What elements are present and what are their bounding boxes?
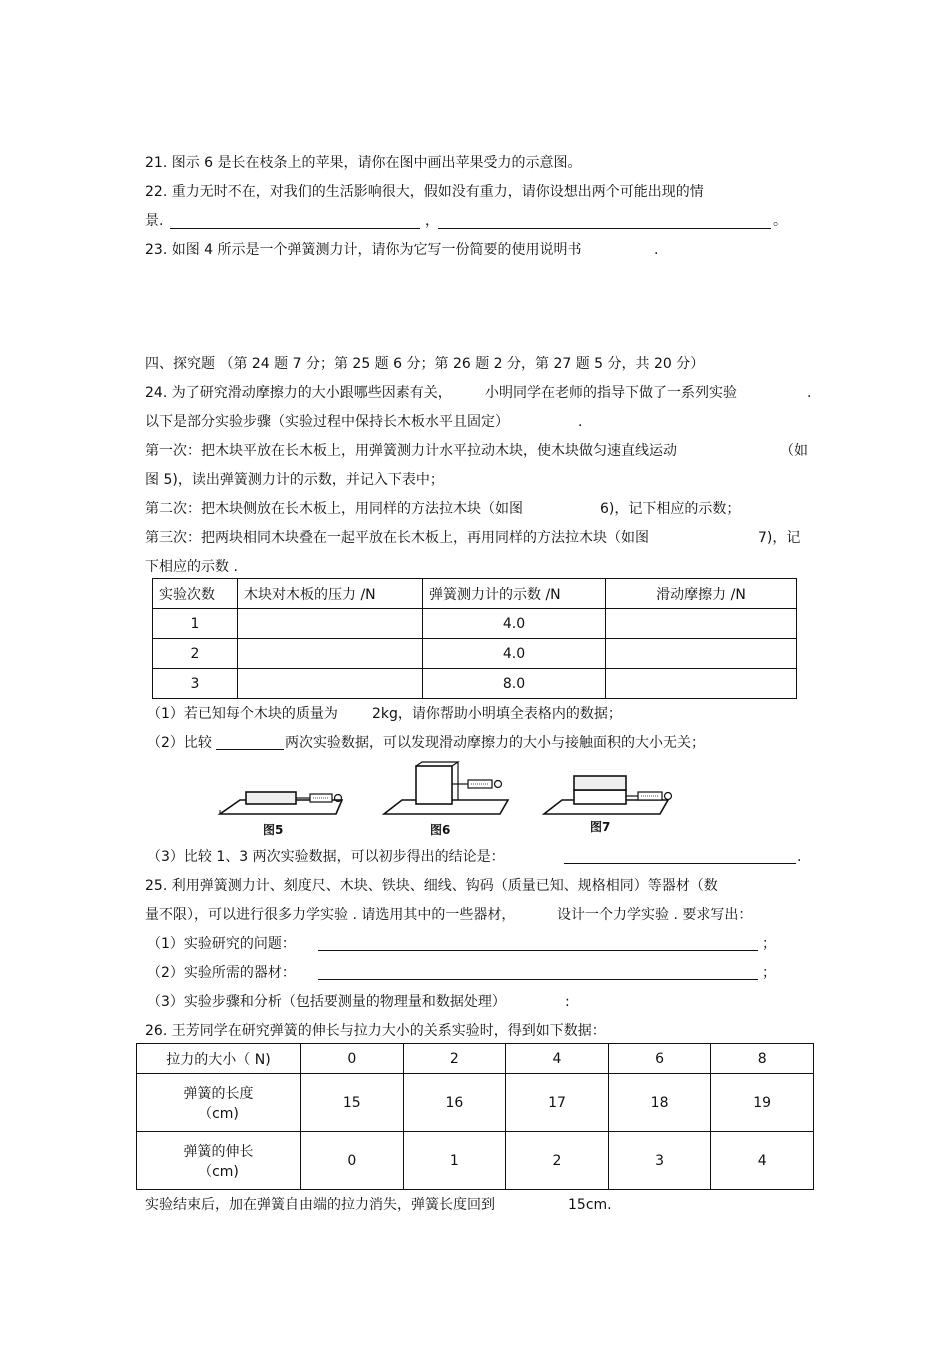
table-cell: 4 <box>506 1044 609 1074</box>
table-cell: 1 <box>403 1132 506 1190</box>
table-cell: 4.0 <box>423 609 606 639</box>
q24-first-c: 图 5)，读出弹簧测力计的示数，并记入下表中； <box>145 472 444 488</box>
section-4-heading: 四、探究题 （第 24 题 7 分；第 25 题 6 分；第 26 题 2 分，第 27 题 5 分，共 20 分） <box>145 356 705 372</box>
q24-sub3b: . <box>797 849 802 865</box>
row-label-unit: （cm) <box>198 1163 239 1180</box>
answer-blank-22b[interactable] <box>438 228 771 229</box>
table-cell-blank[interactable] <box>238 669 423 699</box>
table-cell: 17 <box>506 1074 609 1132</box>
q24-sub3a: （3）比较 1、3 两次实验数据，可以初步得出的结论是： <box>147 849 505 865</box>
table-row <box>153 639 797 669</box>
row-label <box>137 1074 301 1132</box>
answer-blank-24-3[interactable] <box>564 863 796 864</box>
table-cell: 19 <box>711 1074 814 1132</box>
q24-line1b: 小明同学在老师的指导下做了一系列实验 <box>485 385 737 401</box>
table-cell: 4.0 <box>423 639 606 669</box>
q24-line2: 以下是部分实验步骤（实验过程中保持长木板水平且固定） <box>145 414 509 430</box>
table-header: 弹簧测力计的示数 /N <box>423 579 606 609</box>
q24-third-a: 第三次：把两块相同木块叠在一起平放在长木板上，再用同样的方法拉木块（如图 <box>145 530 649 546</box>
table-cell: 2 <box>403 1044 506 1074</box>
table-cell-blank[interactable] <box>606 669 797 699</box>
period: 。 <box>773 213 787 229</box>
q26-conclusion-a: 实验结束后，加在弹簧自由端的拉力消失，弹簧长度回到 <box>145 1197 495 1213</box>
q24-sub1a: （1）若已知每个木块的质量为 <box>147 706 338 722</box>
q24-sub2a: （2）比较 <box>147 735 212 751</box>
question-22-line1: 22. 重力无时不在，对我们的生活影响很大，假如没有重力，请你设想出两个可能出现的情 <box>145 184 704 200</box>
table-header: 实验次数 <box>153 579 238 609</box>
q25-sub3a: （3）实验步骤和分析（包括要测量的物理量和数据处理） <box>147 994 506 1010</box>
table-cell: 1 <box>153 609 238 639</box>
semicolon: ； <box>762 965 776 981</box>
row-label <box>137 1132 301 1190</box>
figure-7-diagram <box>540 768 680 818</box>
table-cell: 4 <box>711 1132 814 1190</box>
table-row <box>153 669 797 699</box>
table-cell: 6 <box>608 1044 711 1074</box>
table-cell-blank[interactable] <box>606 609 797 639</box>
table-cell-blank[interactable] <box>606 639 797 669</box>
table-cell: 8.0 <box>423 669 606 699</box>
table-cell: 3 <box>153 669 238 699</box>
table-header-row <box>153 579 797 609</box>
spring-data-table <box>136 1043 814 1190</box>
row-label-line: 弹簧的伸长 <box>183 1143 254 1160</box>
table-header: 滑动摩擦力 /N <box>606 579 797 609</box>
figure-5-label: 图5 <box>263 823 284 837</box>
figure-6-diagram <box>380 760 515 818</box>
q26-intro: 26. 王芳同学在研究弹簧的伸长与拉力大小的关系实验时，得到如下数据： <box>145 1023 606 1039</box>
answer-blank-22a[interactable] <box>170 228 420 229</box>
q25-sub3b: : <box>565 994 570 1010</box>
answer-blank-24-2[interactable] <box>216 749 284 750</box>
q24-second-a: 第二次：把木块侧放在长木板上，用同样的方法拉木块（如图 <box>145 501 523 517</box>
table-cell: 8 <box>711 1044 814 1074</box>
row-label: 拉力的大小（ N) <box>137 1044 301 1074</box>
table-row <box>137 1044 814 1074</box>
table-cell: 2 <box>506 1132 609 1190</box>
comma: ， <box>425 213 439 229</box>
answer-blank-25-2[interactable] <box>318 979 758 980</box>
q24-second-b: 6)，记下相应的示数； <box>600 501 741 517</box>
table-cell: 2 <box>153 639 238 669</box>
q24-third-b: 7)，记 <box>758 530 801 546</box>
question-23: 23. 如图 4 所示是一个弹簧测力计，请你为它写一份简要的使用说明书 <box>145 242 582 258</box>
q24-sub1b: 2kg，请你帮助小明填全表格内的数据； <box>372 706 622 722</box>
row-label-line: 弹簧的长度 <box>183 1085 254 1102</box>
row-label-unit: （cm) <box>198 1105 239 1122</box>
friction-data-table <box>152 578 797 699</box>
table-cell-blank[interactable] <box>238 609 423 639</box>
q25-line2a: 量不限），可以进行很多力学实验 . 请选用其中的一些器材， <box>145 907 516 923</box>
q24-third-c: 下相应的示数 . <box>145 559 238 575</box>
q24-sub2b: 两次实验数据，可以发现滑动摩擦力的大小与接触面积的大小无关； <box>285 735 705 751</box>
q25-sub2: （2）实验所需的器材： <box>147 965 296 981</box>
table-cell: 0 <box>301 1132 404 1190</box>
q25-line2b: 设计一个力学实验 . 要求写出： <box>557 907 753 923</box>
q24-line1c: . <box>807 385 812 401</box>
figure-6-label: 图6 <box>430 823 451 837</box>
table-header: 木块对木板的压力 /N <box>238 579 423 609</box>
q25-sub1: （1）实验研究的问题： <box>147 936 296 952</box>
question-21: 21. 图示 6 是长在枝条上的苹果，请你在图中画出苹果受力的示意图。 <box>145 155 582 171</box>
table-cell-blank[interactable] <box>238 639 423 669</box>
q24-first-a: 第一次：把木块平放在长木板上，用弹簧测力计水平拉动木块，使木块做匀速直线运动 <box>145 443 677 459</box>
question-22-line2: 景. <box>145 213 164 229</box>
table-row <box>137 1074 814 1132</box>
table-row <box>137 1132 814 1190</box>
q24-line1a: 24. 为了研究滑动摩擦力的大小跟哪些因素有关， <box>145 385 452 401</box>
table-cell: 0 <box>301 1044 404 1074</box>
table-cell: 15 <box>301 1074 404 1132</box>
table-cell: 18 <box>608 1074 711 1132</box>
semicolon: ； <box>762 936 776 952</box>
table-cell: 3 <box>608 1132 711 1190</box>
table-row <box>153 609 797 639</box>
q25-line1: 25. 利用弹簧测力计、刻度尺、木块、铁块、细线、钩码（质量已知、规格相同）等器材（数 <box>145 878 718 894</box>
figure-7-label: 图7 <box>590 820 611 834</box>
q24-line2-dot: . <box>578 414 583 430</box>
table-cell: 16 <box>403 1074 506 1132</box>
answer-blank-25-1[interactable] <box>318 950 758 951</box>
figure-5-diagram <box>212 778 352 818</box>
question-23-dot: . <box>654 242 659 258</box>
q26-conclusion-b: 15cm. <box>568 1197 612 1213</box>
q24-first-b: （如 <box>780 443 808 459</box>
